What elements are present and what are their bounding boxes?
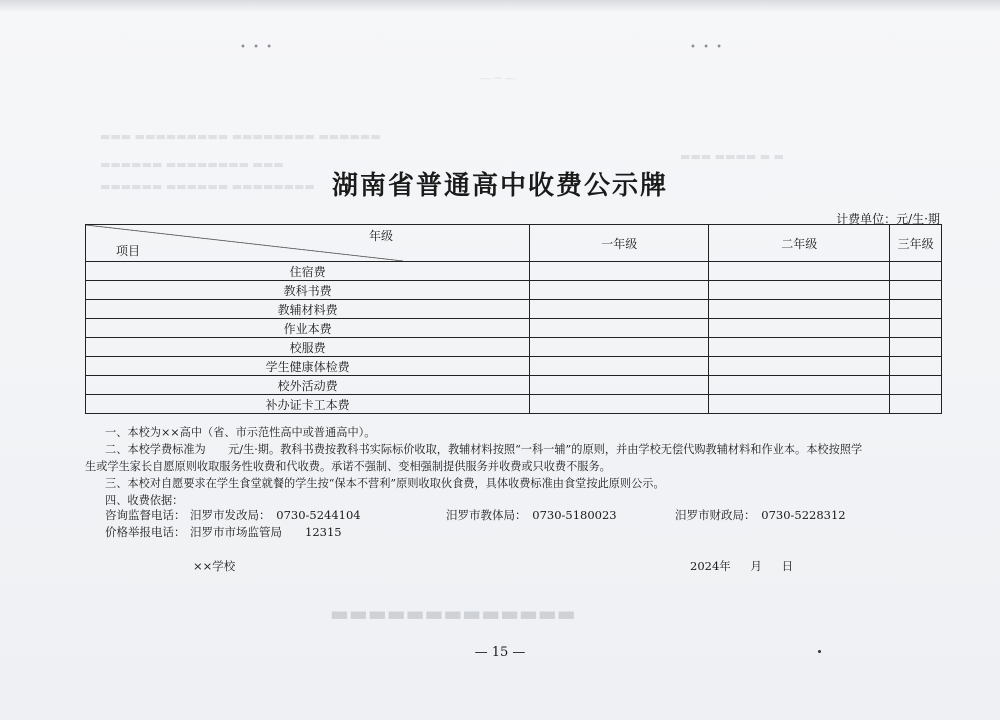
row-label: 教辅材料费 xyxy=(86,300,530,319)
header-item-label: 项目 xyxy=(116,244,141,258)
note-line-3: 生或学生家长自愿原则收取服务性收费和代收费。承诺不强制、变相强制提供服务并收费或只收费不服务。 xyxy=(85,460,611,473)
show-through-mark: ▬▬▬▬▬▬ ▬▬▬▬▬▬ ▬▬▬▬▬▬▬▬ xyxy=(100,180,315,193)
table-cell xyxy=(890,262,942,281)
row-label: 学生健康体检费 xyxy=(86,357,530,376)
contact-scjg: 汨罗市市场监管局 12315 xyxy=(190,525,342,539)
page-number: — 15 — xyxy=(474,645,526,660)
table-cell xyxy=(890,281,942,300)
table-cell xyxy=(709,319,890,338)
note-line-1: 一、本校为××高中（省、市示范性高中或普通高中）。 xyxy=(105,426,376,439)
school-name: ××学校 xyxy=(193,559,236,573)
table-cell xyxy=(709,376,890,395)
table-row xyxy=(86,376,942,395)
table-cell xyxy=(530,357,709,376)
table-row xyxy=(86,338,942,357)
fee-table xyxy=(85,224,942,414)
contact-czj: 汨罗市财政局： 0730-5228312 xyxy=(675,508,846,522)
table-row xyxy=(86,281,942,300)
table-cell xyxy=(530,262,709,281)
contact-fgj: 汨罗市发改局： 0730-5244104 xyxy=(190,508,361,522)
row-label: 作业本费 xyxy=(86,319,530,338)
header-diagonal-cell xyxy=(86,225,530,262)
table-cell xyxy=(890,338,942,357)
show-through-mark: ▬▬▬ ▬▬▬▬ ▬ ▬ xyxy=(680,150,785,163)
punch-hole-right: • • • xyxy=(690,42,725,53)
row-label: 教科书费 xyxy=(86,281,530,300)
table-row xyxy=(86,262,942,281)
row-label: 住宿费 xyxy=(86,262,530,281)
table-cell xyxy=(890,357,942,376)
table-row xyxy=(86,395,942,414)
table-cell xyxy=(530,300,709,319)
show-through-mark: — ─ — xyxy=(480,72,516,85)
row-label: 校服费 xyxy=(86,338,530,357)
date-line: 2024年 月 日 xyxy=(690,559,794,573)
show-through-mark: ▬▬▬ ▬▬▬▬▬▬▬▬▬ ▬▬▬▬▬▬▬▬ ▬▬▬▬▬▬ xyxy=(100,130,381,143)
notes-block xyxy=(85,424,955,509)
row-label: 校外活动费 xyxy=(86,376,530,395)
table-cell xyxy=(890,395,942,414)
note-line-4: 三、本校对自愿要求在学生食堂就餐的学生按“保本不营利”原则收取伙食费，具体收费标准由食堂按此原则公示。 xyxy=(105,477,665,490)
table-cell xyxy=(709,262,890,281)
contact-jyj: 汨罗市教体局： 0730-5180023 xyxy=(446,508,617,522)
billing-unit: 计费单位：元/生·期 xyxy=(836,212,940,226)
table-cell xyxy=(709,357,890,376)
punch-hole-left: • • • xyxy=(240,42,275,53)
ink-speck xyxy=(818,650,821,653)
table-cell xyxy=(530,319,709,338)
table-header-row xyxy=(86,225,942,262)
table-row xyxy=(86,300,942,319)
table-cell xyxy=(530,395,709,414)
consult-label: 咨询监督电话： xyxy=(105,508,186,522)
table-cell xyxy=(709,281,890,300)
row-label: 补办证卡工本费 xyxy=(86,395,530,414)
page-title: 湖南省普通高中收费公示牌 xyxy=(331,171,668,201)
table-cell xyxy=(890,319,942,338)
table-row xyxy=(86,319,942,338)
note-line-2: 二、本校学费标准为 元/生·期。教科书费按教科书实际标价收取，教辅材料按照“一科一辅”的原则，并由学校无偿代购教辅材料和作业本。本校按照学 xyxy=(105,443,863,456)
column-header-grade-1: 一年级 xyxy=(530,225,709,262)
table-cell xyxy=(530,281,709,300)
table-cell xyxy=(530,338,709,357)
table-cell xyxy=(530,376,709,395)
table-cell xyxy=(709,338,890,357)
show-through-mark: ▬▬▬▬▬▬ ▬▬▬▬▬▬▬▬ ▬▬▬ xyxy=(100,158,284,171)
report-label: 价格举报电话： xyxy=(105,525,186,539)
table-cell xyxy=(709,300,890,319)
table-cell xyxy=(709,395,890,414)
header-grade-label: 年级 xyxy=(368,229,393,243)
scan-edge xyxy=(0,0,1000,12)
table-cell xyxy=(890,300,942,319)
table-cell xyxy=(890,376,942,395)
show-through-title: ▬▬▬▬▬▬▬▬▬▬▬▬▬ xyxy=(330,605,576,629)
note-line-5: 四、收费依据： xyxy=(105,494,184,507)
table-row xyxy=(86,357,942,376)
column-header-grade-3: 三年级 xyxy=(890,225,942,262)
column-header-grade-2: 二年级 xyxy=(709,225,890,262)
